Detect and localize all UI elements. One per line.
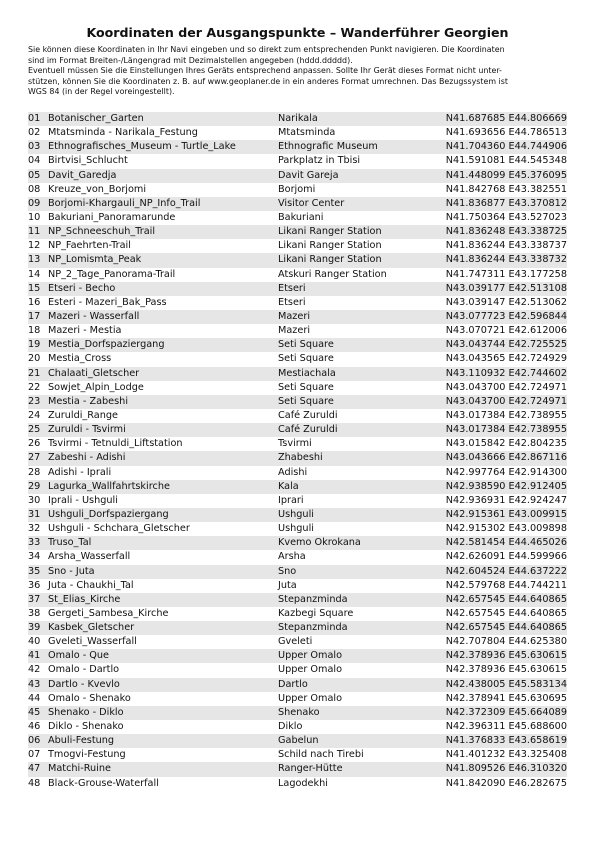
route-name: Arsha_Wasserfall bbox=[48, 551, 131, 563]
coordinates: N43.043666 E42.867116 bbox=[445, 452, 567, 464]
coordinates: N41.693656 E44.786513 bbox=[445, 127, 567, 139]
route-number: 21 bbox=[28, 367, 41, 379]
table-row bbox=[28, 112, 567, 126]
route-name: Dartlo - Kvevlo bbox=[48, 678, 120, 690]
route-number: 19 bbox=[28, 339, 41, 351]
coordinates: N41.842768 E43.382551 bbox=[445, 183, 567, 195]
start-point: Iprari bbox=[278, 494, 304, 506]
route-number: 20 bbox=[28, 353, 41, 365]
coordinates: N41.747311 E43.177258 bbox=[445, 268, 567, 280]
table-row bbox=[28, 579, 567, 593]
table-row bbox=[28, 282, 567, 296]
start-point: Ranger-Hütte bbox=[278, 763, 343, 775]
coordinates: N43.039177 E42.513108 bbox=[445, 282, 567, 294]
route-name: Kreuze_von_Borjomi bbox=[48, 183, 147, 195]
coordinates: N42.378941 E45.630695 bbox=[445, 692, 567, 704]
table-row bbox=[28, 550, 567, 564]
start-point: Gveleti bbox=[278, 636, 313, 648]
route-number: 13 bbox=[28, 254, 41, 266]
coordinates: N41.809526 E46.310320 bbox=[445, 763, 567, 775]
route-number: 47 bbox=[28, 763, 41, 775]
table-row bbox=[28, 663, 567, 677]
route-number: 12 bbox=[28, 240, 41, 252]
table-row bbox=[28, 268, 567, 282]
route-number: 10 bbox=[28, 211, 41, 223]
start-point: Diklo bbox=[278, 721, 303, 733]
table-row bbox=[28, 621, 567, 635]
table-row bbox=[28, 381, 567, 395]
start-point: Ushguli bbox=[278, 523, 314, 535]
route-name: St_Elias_Kirche bbox=[48, 593, 121, 605]
table-row bbox=[28, 239, 567, 253]
route-name: Mestia_Cross bbox=[48, 353, 112, 365]
route-number: 48 bbox=[28, 777, 41, 789]
table-row bbox=[28, 466, 567, 480]
table-row bbox=[28, 480, 567, 494]
coordinates: N43.015842 E42.804235 bbox=[445, 438, 567, 450]
route-name: Borjomi-Khargauli_NP_Info_Trail bbox=[48, 197, 201, 209]
route-number: 01 bbox=[28, 113, 41, 124]
coordinates: N41.750364 E43.527023 bbox=[445, 211, 567, 223]
coordinates: N41.401232 E43.325408 bbox=[445, 749, 567, 761]
coordinates: N42.657545 E44.640865 bbox=[445, 593, 567, 605]
route-name: Ethnografisches_Museum - Turtle_Lake bbox=[48, 141, 236, 153]
coordinates: N42.378936 E45.630615 bbox=[445, 664, 567, 676]
coordinates: N42.626091 E44.599966 bbox=[445, 551, 567, 563]
coordinates: N42.707804 E44.625380 bbox=[445, 636, 567, 648]
route-name: Ushguli_Dorfspaziergang bbox=[48, 508, 169, 520]
coordinates: N42.579768 E44.744211 bbox=[445, 579, 567, 591]
route-number: 27 bbox=[28, 452, 41, 464]
table-row bbox=[28, 423, 567, 437]
coordinates: N42.438005 E45.583134 bbox=[445, 678, 567, 690]
coordinates: N43.043744 E42.725525 bbox=[445, 339, 567, 351]
route-name: Juta - Chaukhi_Tal bbox=[48, 579, 134, 591]
route-number: 11 bbox=[28, 226, 41, 238]
table-row bbox=[28, 720, 567, 734]
route-name: Mazeri - Mestia bbox=[48, 325, 122, 337]
table-row bbox=[28, 508, 567, 522]
route-name: Botanischer_Garten bbox=[48, 113, 144, 124]
start-point: Seti Square bbox=[278, 395, 334, 407]
start-point: Kvemo Okrokana bbox=[278, 537, 361, 549]
start-point: Lagodekhi bbox=[278, 777, 328, 789]
table-row bbox=[28, 494, 567, 508]
start-point: Upper Omalo bbox=[278, 664, 343, 676]
coordinates: N43.070721 E42.612006 bbox=[445, 325, 567, 337]
table-row bbox=[28, 253, 567, 267]
route-number: 18 bbox=[28, 325, 41, 337]
table-row bbox=[28, 169, 567, 183]
intro-line: WGS 84 (in der Regel voreingestellt). bbox=[28, 87, 175, 97]
route-name: NP_Lomismta_Peak bbox=[48, 254, 142, 266]
start-point: Parkplatz in Tbisi bbox=[278, 155, 361, 167]
route-name: Gergeti_Sambesa_Kirche bbox=[48, 607, 169, 619]
route-name: Omalo - Dartlo bbox=[48, 664, 120, 676]
table-row bbox=[28, 692, 567, 706]
table-row bbox=[28, 522, 567, 536]
table-row bbox=[28, 593, 567, 607]
route-name: Davit_Garedja bbox=[48, 169, 117, 181]
route-number: 05 bbox=[28, 169, 41, 181]
start-point: Etseri bbox=[278, 296, 306, 308]
route-number: 42 bbox=[28, 664, 41, 676]
route-name: Bakuriani_Panoramarunde bbox=[48, 211, 176, 223]
route-number: 35 bbox=[28, 565, 41, 577]
route-name: Abuli-Festung bbox=[48, 735, 115, 747]
start-point: Likani Ranger Station bbox=[278, 240, 382, 252]
route-number: 30 bbox=[28, 494, 41, 506]
table-row bbox=[28, 126, 567, 140]
table-row bbox=[28, 451, 567, 465]
intro-line: Eventuell müssen Sie die Einstellungen Ihres Geräts entsprechend anpassen. Sollte Ihr Gerät dieses Format nicht unter- bbox=[28, 66, 502, 76]
route-name: Tsvirmi - Tetnuldi_Liftstation bbox=[48, 438, 183, 450]
start-point: Mazeri bbox=[278, 325, 311, 337]
intro-text bbox=[28, 45, 570, 98]
table-row bbox=[28, 762, 567, 776]
route-number: 31 bbox=[28, 508, 41, 520]
coordinates: N42.657545 E44.640865 bbox=[445, 607, 567, 619]
coordinates: N41.448099 E45.376095 bbox=[445, 169, 567, 181]
start-point: Kala bbox=[278, 480, 299, 492]
table-row bbox=[28, 409, 567, 423]
coordinates: N42.581454 E44.465026 bbox=[445, 537, 567, 549]
route-number: 08 bbox=[28, 183, 41, 195]
route-number: 45 bbox=[28, 706, 41, 718]
start-point: Seti Square bbox=[278, 339, 334, 351]
table-row bbox=[28, 225, 567, 239]
start-point: Stepanzminda bbox=[278, 622, 348, 634]
coordinates: N43.017384 E42.738955 bbox=[445, 409, 567, 421]
start-point: Zhabeshi bbox=[278, 452, 323, 464]
start-point: Stepanzminda bbox=[278, 593, 348, 605]
start-point: Arsha bbox=[278, 551, 306, 563]
route-name: Omalo - Que bbox=[48, 650, 109, 662]
route-name: Chalaati_Gletscher bbox=[48, 367, 140, 379]
route-name: NP_Faehrten-Trail bbox=[48, 240, 131, 252]
coordinates: N42.997764 E42.914300 bbox=[445, 466, 567, 478]
start-point: Dartlo bbox=[278, 678, 308, 690]
coordinates: N41.376833 E43.658619 bbox=[445, 735, 567, 747]
route-name: Lagurka_Wallfahrtskirche bbox=[48, 480, 170, 492]
coordinates: N42.915302 E43.009898 bbox=[445, 523, 567, 535]
coordinates: N41.687685 E44.806669 bbox=[445, 113, 567, 124]
table-row bbox=[28, 734, 567, 748]
route-name: Birtvisi_Schlucht bbox=[48, 155, 128, 167]
start-point: Sno bbox=[278, 565, 297, 577]
route-number: 04 bbox=[28, 155, 41, 167]
coordinates: N41.836877 E43.370812 bbox=[445, 197, 567, 209]
route-name: Zabeshi - Adishi bbox=[48, 452, 126, 464]
route-number: 03 bbox=[28, 141, 41, 153]
route-name: Mtatsminda - Narikala_Festung bbox=[48, 127, 198, 139]
start-point: Ushguli bbox=[278, 508, 314, 520]
route-name: Omalo - Shenako bbox=[48, 692, 131, 704]
start-point: Ethnografic Museum bbox=[278, 141, 378, 153]
route-number: 36 bbox=[28, 579, 41, 591]
route-number: 39 bbox=[28, 622, 41, 634]
table-row bbox=[28, 211, 567, 225]
table-row bbox=[28, 352, 567, 366]
start-point: Bakuriani bbox=[278, 211, 324, 223]
start-point: Likani Ranger Station bbox=[278, 226, 382, 238]
route-number: 22 bbox=[28, 381, 41, 393]
route-number: 06 bbox=[28, 735, 41, 747]
table-row bbox=[28, 296, 567, 310]
table-row bbox=[28, 565, 567, 579]
route-name: Matchi-Ruine bbox=[48, 763, 111, 775]
start-point: Tsvirmi bbox=[278, 438, 312, 450]
route-number: 32 bbox=[28, 523, 41, 535]
route-name: Tmogvi-Festung bbox=[48, 749, 126, 761]
start-point: Café Zuruldi bbox=[278, 424, 338, 436]
route-number: 23 bbox=[28, 395, 41, 407]
route-number: 37 bbox=[28, 593, 41, 605]
start-point: Borjomi bbox=[278, 183, 316, 195]
route-name: Shenako - Diklo bbox=[48, 706, 124, 718]
route-name: Mestia - Zabeshi bbox=[48, 395, 129, 407]
route-number: 43 bbox=[28, 678, 41, 690]
coordinates: N43.110932 E42.744602 bbox=[445, 367, 567, 379]
start-point: Mazeri bbox=[278, 310, 311, 322]
coordinates: N42.604524 E44.637222 bbox=[445, 565, 567, 577]
route-number: 26 bbox=[28, 438, 41, 450]
route-number: 14 bbox=[28, 268, 41, 280]
table-row bbox=[28, 748, 567, 762]
coordinates: N43.043565 E42.724929 bbox=[445, 353, 567, 365]
start-point: Mestiachala bbox=[278, 367, 336, 379]
start-point: Shenako bbox=[278, 706, 320, 718]
route-number: 44 bbox=[28, 692, 41, 704]
table-row bbox=[28, 635, 567, 649]
coordinates: N41.836244 E43.338732 bbox=[445, 254, 567, 266]
table-row bbox=[28, 338, 567, 352]
start-point: Etseri bbox=[278, 282, 306, 294]
route-number: 16 bbox=[28, 296, 41, 308]
route-name: Ushguli - Schchara_Gletscher bbox=[48, 523, 190, 535]
route-name: Mazeri - Wasserfall bbox=[48, 310, 140, 322]
coordinates: N41.591081 E44.545348 bbox=[445, 155, 567, 167]
coordinates: N43.043700 E42.724971 bbox=[445, 395, 567, 407]
intro-line: Sie können diese Koordinaten in Ihr Navi eingeben und so direkt zum entsprechenden Punkt navigieren. Die Koordinaten bbox=[28, 45, 505, 54]
start-point: Seti Square bbox=[278, 381, 334, 393]
route-name: NP_2_Tage_Panorama-Trail bbox=[48, 268, 176, 280]
coordinates: N43.043700 E42.724971 bbox=[445, 381, 567, 393]
coordinates: N43.017384 E42.738955 bbox=[445, 424, 567, 436]
table-row bbox=[28, 536, 567, 550]
table-row bbox=[28, 607, 567, 621]
route-number: 28 bbox=[28, 466, 41, 478]
page-title: Koordinaten der Ausgangspunkte – Wanderführer Georgien bbox=[86, 25, 509, 40]
intro-line: stützen, können Sie die Koordinaten z. B. auf www.geoplaner.de in ein anderes Format umrechnen. Das Bezugssystem ist bbox=[28, 76, 508, 86]
route-name: Sno - Juta bbox=[48, 565, 95, 577]
table-row bbox=[28, 310, 567, 324]
coordinates: N43.077723 E42.596844 bbox=[445, 310, 567, 322]
route-number: 34 bbox=[28, 551, 41, 563]
start-point: Gabelun bbox=[278, 735, 319, 747]
start-point: Likani Ranger Station bbox=[278, 254, 382, 266]
route-number: 25 bbox=[28, 424, 41, 436]
table-row bbox=[28, 197, 567, 211]
coordinates: N42.372309 E45.664089 bbox=[445, 706, 567, 718]
route-number: 40 bbox=[28, 636, 41, 648]
table-row bbox=[28, 140, 567, 154]
table-row bbox=[28, 395, 567, 409]
table-row bbox=[28, 367, 567, 381]
route-name: Sowjet_Alpin_Lodge bbox=[48, 381, 144, 393]
table-row bbox=[28, 649, 567, 663]
coordinates: N42.936931 E42.924247 bbox=[445, 494, 567, 506]
start-point: Seti Square bbox=[278, 353, 334, 365]
coordinates: N42.378936 E45.630615 bbox=[445, 650, 567, 662]
coordinates: N42.915361 E43.009915 bbox=[445, 508, 567, 520]
route-name: NP_Schneeschuh_Trail bbox=[48, 226, 156, 238]
route-number: 15 bbox=[28, 282, 41, 294]
coordinates: N43.039147 E42.513062 bbox=[445, 296, 567, 308]
start-point: Adishi bbox=[278, 466, 308, 478]
start-point: Schild nach Tirebi bbox=[278, 749, 364, 761]
coordinates-table bbox=[28, 112, 567, 791]
table-row bbox=[28, 154, 567, 168]
route-number: 09 bbox=[28, 197, 41, 209]
route-name: Iprali - Ushguli bbox=[48, 494, 118, 506]
route-number: 29 bbox=[28, 480, 41, 492]
start-point: Upper Omalo bbox=[278, 692, 343, 704]
start-point: Upper Omalo bbox=[278, 650, 343, 662]
route-number: 33 bbox=[28, 537, 41, 549]
route-name: Diklo - Shenako bbox=[48, 721, 124, 733]
start-point: Atskuri Ranger Station bbox=[278, 268, 387, 280]
route-name: Zuruldi - Tsvirmi bbox=[48, 424, 126, 436]
table-row bbox=[28, 777, 567, 791]
table-row bbox=[28, 183, 567, 197]
start-point: Mtatsminda bbox=[278, 127, 336, 139]
coordinates: N42.938590 E42.912405 bbox=[445, 480, 567, 492]
route-number: 24 bbox=[28, 409, 41, 421]
coordinates: N41.842090 E46.282675 bbox=[445, 777, 567, 789]
start-point: Visitor Center bbox=[278, 197, 345, 209]
coordinates: N41.704360 E44.744906 bbox=[445, 141, 567, 153]
route-name: Zuruldi_Range bbox=[48, 409, 118, 421]
route-number: 07 bbox=[28, 749, 41, 761]
coordinates: N41.836248 E43.338725 bbox=[445, 226, 567, 238]
table-row bbox=[28, 678, 567, 692]
table-row bbox=[28, 324, 567, 338]
route-name: Esteri - Mazeri_Bak_Pass bbox=[48, 296, 167, 308]
route-name: Kasbek_Gletscher bbox=[48, 622, 135, 634]
route-name: Gveleti_Wasserfall bbox=[48, 636, 137, 648]
start-point: Café Zuruldi bbox=[278, 409, 338, 421]
table-row bbox=[28, 706, 567, 720]
start-point: Narikala bbox=[278, 113, 318, 124]
coordinates: N41.836244 E43.338737 bbox=[445, 240, 567, 252]
route-name: Etseri - Becho bbox=[48, 282, 116, 294]
route-number: 38 bbox=[28, 607, 41, 619]
route-name: Truso_Tal bbox=[48, 537, 92, 549]
route-number: 41 bbox=[28, 650, 41, 662]
route-number: 17 bbox=[28, 310, 41, 322]
intro-line: sind im Format Breiten-/Längengrad mit Dezimalstellen angegeben (hddd.ddddd). bbox=[28, 55, 353, 65]
start-point: Juta bbox=[278, 579, 297, 591]
route-number: 02 bbox=[28, 127, 41, 139]
start-point: Davit Gareja bbox=[278, 169, 339, 181]
table-row bbox=[28, 437, 567, 451]
route-number: 46 bbox=[28, 721, 41, 733]
route-name: Adishi - Iprali bbox=[48, 466, 112, 478]
route-name: Mestia_Dorfspaziergang bbox=[48, 339, 165, 351]
start-point: Kazbegi Square bbox=[278, 607, 354, 619]
route-name: Black-Grouse-Waterfall bbox=[48, 777, 159, 789]
coordinates: N42.396311 E45.688600 bbox=[445, 721, 567, 733]
coordinates: N42.657545 E44.640865 bbox=[445, 622, 567, 634]
